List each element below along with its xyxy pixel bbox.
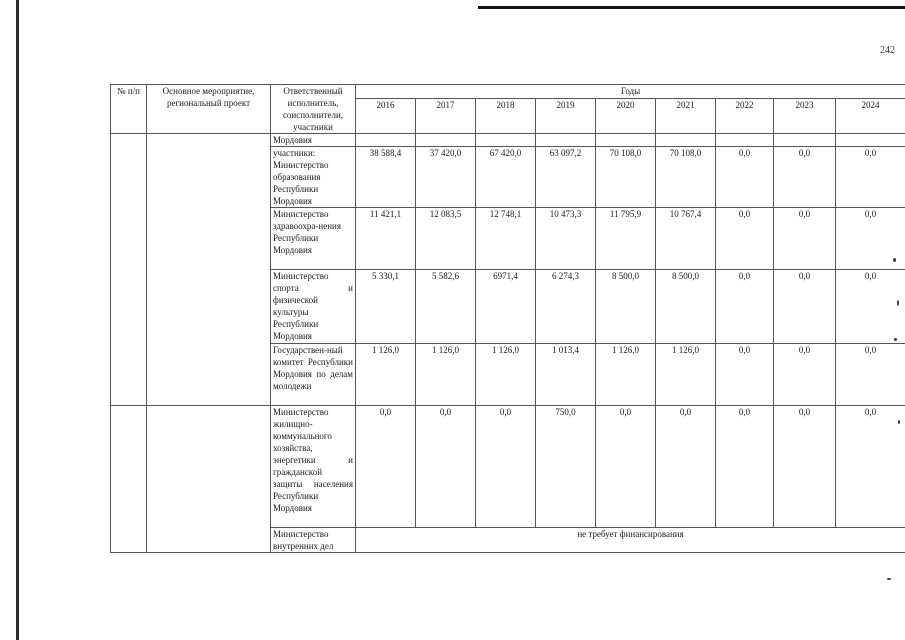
cell-value xyxy=(656,134,716,147)
year-header: 2024 xyxy=(836,98,905,133)
year-header: 2019 xyxy=(536,98,596,133)
cell-responsible: Министерство жилищно-коммунального хозяйства, энергетики и гражданской защиты населения Республики Мордовия xyxy=(271,406,356,528)
cell-value: 0,0 xyxy=(716,147,774,208)
cell-value: 12 748,1 xyxy=(476,208,536,270)
cell-value: 70 108,0 xyxy=(596,147,656,208)
cell-value: 0,0 xyxy=(356,406,416,528)
cell-value: 0,0 xyxy=(836,344,905,406)
cell-value: 0,0 xyxy=(774,270,836,344)
cell-responsible: Министерство спорта и физической культуры Республики Мордовия xyxy=(271,270,356,344)
cell-num xyxy=(111,406,147,553)
cell-value: 1 126,0 xyxy=(356,344,416,406)
scan-edge-top xyxy=(478,6,905,9)
cell-value: 0,0 xyxy=(836,208,905,270)
cell-value: 0,0 xyxy=(774,208,836,270)
cell-value: 0,0 xyxy=(774,147,836,208)
cell-responsible: Мордовия xyxy=(271,134,356,147)
cell-value xyxy=(536,134,596,147)
cell-value xyxy=(596,134,656,147)
page-number: 242 xyxy=(880,45,895,56)
cell-value: 10 767,4 xyxy=(656,208,716,270)
cell-value: 6971,4 xyxy=(476,270,536,344)
table-row xyxy=(111,134,905,147)
col-header-responsible: Ответственный исполнитель, соисполнители, участники xyxy=(271,85,356,134)
cell-value: 11 795,9 xyxy=(596,208,656,270)
col-header-event: Основное мероприятие, региональный проект xyxy=(147,85,271,134)
cell-value: 67 420,0 xyxy=(476,147,536,208)
cell-value: 38 588,4 xyxy=(356,147,416,208)
cell-value: 63 097,2 xyxy=(536,147,596,208)
cell-value: 0,0 xyxy=(416,406,476,528)
cell-responsible: Министерство внутренних дел xyxy=(271,528,356,553)
cell-value xyxy=(716,134,774,147)
cell-value xyxy=(416,134,476,147)
cell-value: 1 126,0 xyxy=(416,344,476,406)
scan-speck xyxy=(894,338,897,341)
cell-value: 0,0 xyxy=(476,406,536,528)
financing-table xyxy=(110,84,905,553)
year-header: 2016 xyxy=(356,98,416,133)
cell-value: 0,0 xyxy=(774,406,836,528)
cell-value: 8 500,0 xyxy=(656,270,716,344)
cell-value: 1 126,0 xyxy=(596,344,656,406)
cell-value: 0,0 xyxy=(836,406,905,528)
header-row-1 xyxy=(111,85,905,99)
cell-value xyxy=(476,134,536,147)
cell-responsible: Государствен-ный комитет Республики Мордовия по делам молодежи xyxy=(271,344,356,406)
cell-value: 1 013,4 xyxy=(536,344,596,406)
cell-value: 0,0 xyxy=(836,147,905,208)
cell-event xyxy=(147,406,271,553)
cell-value: 5 582,6 xyxy=(416,270,476,344)
cell-value xyxy=(356,134,416,147)
cell-value: 0,0 xyxy=(596,406,656,528)
col-header-num: № п/п xyxy=(111,85,147,134)
year-header: 2020 xyxy=(596,98,656,133)
cell-value xyxy=(774,134,836,147)
cell-responsible: участники: Министерство образования Республики Мордовия xyxy=(271,147,356,208)
cell-value: 6 274,3 xyxy=(536,270,596,344)
year-header: 2022 xyxy=(716,98,774,133)
year-header: 2018 xyxy=(476,98,536,133)
cell-value: 37 420,0 xyxy=(416,147,476,208)
cell-value: 1 126,0 xyxy=(656,344,716,406)
table-row xyxy=(111,406,905,528)
cell-value: 0,0 xyxy=(656,406,716,528)
cell-responsible: Министерство здравоохра-нения Республики Мордовия xyxy=(271,208,356,270)
cell-event xyxy=(147,134,271,406)
cell-value: 5 330,1 xyxy=(356,270,416,344)
year-header: 2021 xyxy=(656,98,716,133)
cell-value: 12 083,5 xyxy=(416,208,476,270)
cell-value: 0,0 xyxy=(716,270,774,344)
scan-speck xyxy=(898,420,900,424)
scan-speck xyxy=(897,300,899,306)
cell-value: 0,0 xyxy=(836,270,905,344)
cell-value xyxy=(836,134,905,147)
cell-value: 11 421,1 xyxy=(356,208,416,270)
cell-no-funding-note: не требует финансирования xyxy=(356,528,905,553)
cell-value: 70 108,0 xyxy=(656,147,716,208)
cell-value: 1 126,0 xyxy=(476,344,536,406)
scan-speck xyxy=(893,258,896,262)
scan-edge-left xyxy=(16,0,19,640)
cell-value: 10 473,3 xyxy=(536,208,596,270)
cell-value: 0,0 xyxy=(774,344,836,406)
col-header-years: Годы xyxy=(356,85,905,99)
cell-value: 750,0 xyxy=(536,406,596,528)
year-header: 2017 xyxy=(416,98,476,133)
year-header: 2023 xyxy=(774,98,836,133)
cell-value: 8 500,0 xyxy=(596,270,656,344)
cell-num xyxy=(111,134,147,406)
cell-value: 0,0 xyxy=(716,344,774,406)
scan-speck xyxy=(887,578,891,580)
cell-value: 0,0 xyxy=(716,406,774,528)
cell-value: 0,0 xyxy=(716,208,774,270)
